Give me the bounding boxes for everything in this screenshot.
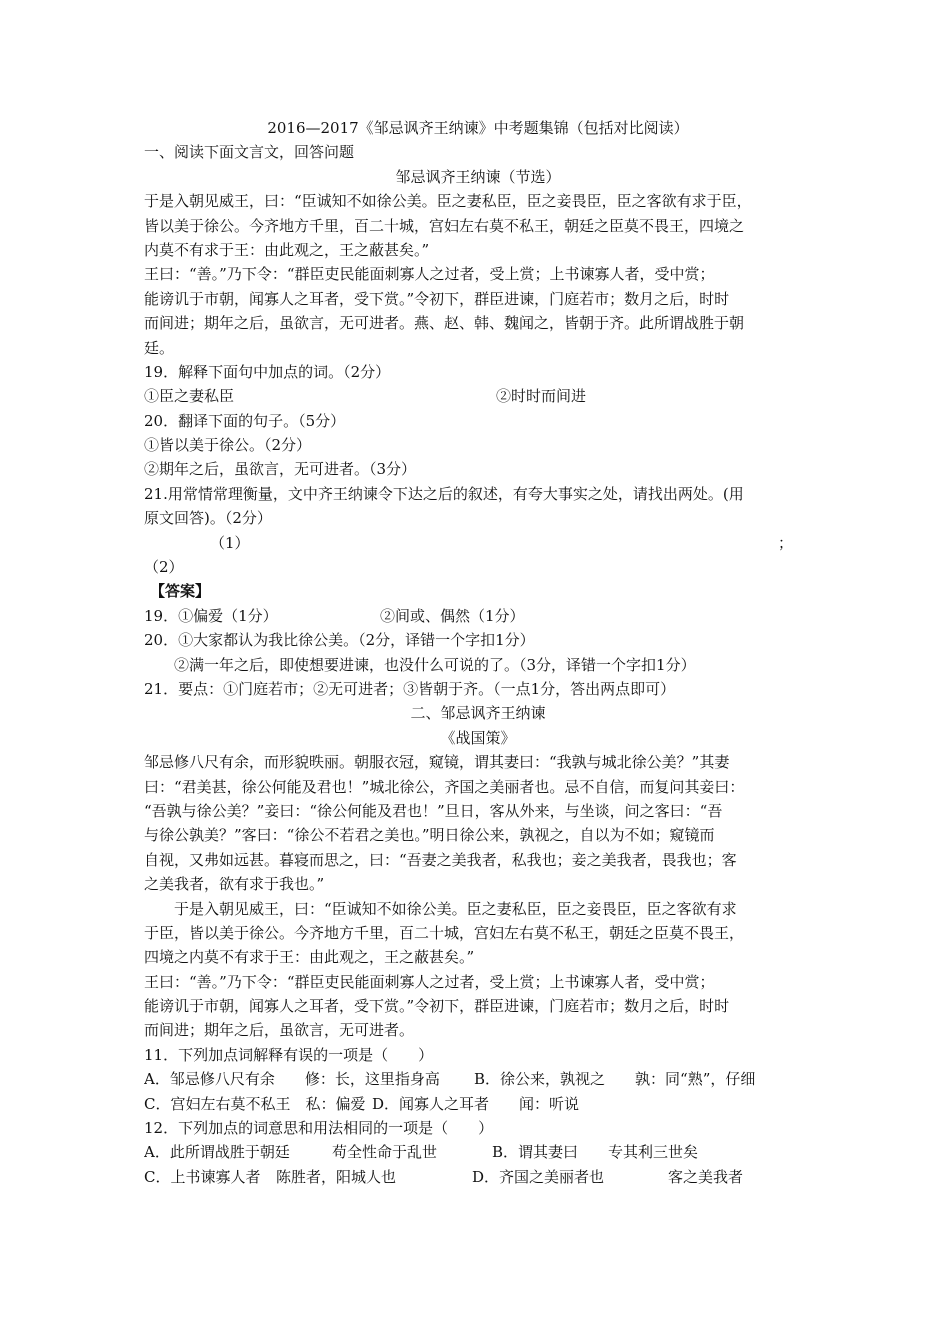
passage-line: 皆以美于徐公。今齐地方千里，百二十城，宫妇左右莫不私王，朝廷之臣莫不畏王，四境之: [144, 216, 745, 235]
question-19: 19．解释下面句中加点的词。（2分）: [144, 362, 391, 381]
answer-blank-1: [144, 531, 812, 555]
section-1-heading: 一、阅读下面文言文，回答问题: [144, 143, 355, 162]
question-20-item-b: ②期年之后，虽欲言，无可进者。（3分）: [144, 460, 417, 479]
passage-line: 于是入朝见威王，曰：“臣诚知不如徐公美。臣之妻私臣，臣之妾畏臣，臣之客欲有求于臣，: [144, 192, 752, 211]
answer-blank-2: （2）: [144, 558, 184, 577]
question-19-item-b: ②时时而间进: [496, 387, 587, 406]
text-title-1: 邹忌讽齐王纳谏（节选）: [395, 167, 561, 186]
passage-line: “吾孰与徐公美？”妾曰：“徐公何能及君也！”旦日，客从外来，与坐谈，问之客曰：“吾: [144, 801, 723, 820]
passage-line: 于臣，皆以美于徐公。今齐地方千里，百二十城，宫妇左右莫不私王，朝廷之臣莫不畏王，: [144, 923, 745, 942]
passage-line: 而间进；期年之后，虽欲言，无可进者。燕、赵、韩、魏闻之，皆朝于齐。此所谓战胜于朝: [144, 314, 745, 333]
question-12-option-c-1: C．上书谏寡人者: [144, 1167, 261, 1186]
question-11-options-cd: [144, 1092, 812, 1116]
question-19-items: [144, 384, 812, 408]
question-11-options-ab: [144, 1067, 812, 1091]
question-11-option-d: D．闻寡人之耳者 闻：听说: [372, 1094, 580, 1113]
question-20-item-a: ①皆以美于徐公。（2分）: [144, 436, 312, 455]
passage-line: 王曰：“善。”乃下令：“群臣吏民能面刺寡人之过者，受上赏；上书谏寡人者，受中赏；: [144, 265, 715, 284]
answer-19-a: 19．①偏爱（1分）: [144, 606, 278, 625]
question-12-option-c-2: 陈胜者，阳城人也: [276, 1167, 397, 1186]
question-21-line-1: 21.用常情常理衡量，文中齐王纳谏令下达之后的叙述，有夸大事实之处，请找出两处。(用: [144, 484, 744, 503]
passage-line: 于是入朝见威王，曰：“臣诚知不如徐公美。臣之妻私臣，臣之妾畏臣，臣之客欲有求: [174, 899, 737, 918]
question-11-option-a: A．邹忌修八尺有余 修：长，这里指身高: [144, 1070, 440, 1089]
passage-line: 自视，又弗如远甚。暮寝而思之，曰：“吾妻之美我者，私我也；妾之美我者，畏我也；客: [144, 850, 737, 869]
passage-line: 能谤讥于市朝，闻寡人之耳者，受下赏。”令初下，群臣进谏，门庭若市；数月之后，时时: [144, 289, 730, 308]
passage-line: 廷。: [144, 338, 175, 357]
question-12-option-a-2: 苟全性命于乱世: [332, 1143, 438, 1162]
answer-20-b: ②满一年之后，即使想要进谏，也没什么可说的了。（3分，译错一个字扣1分）: [174, 655, 696, 674]
passage-line: 曰：“君美甚，徐公何能及君也！”城北徐公，齐国之美丽者也。忌不自信，而复问其妾曰：: [144, 777, 745, 796]
section-2-heading: 二、邹忌讽齐王纳谏: [410, 704, 546, 723]
answer-19-b: ②间或、偶然（1分）: [380, 606, 525, 625]
question-12-options-cd: [144, 1165, 812, 1189]
question-12-options-ab: [144, 1140, 812, 1164]
question-19-item-a: ①臣之妻私臣: [144, 387, 235, 406]
question-12-option-b-1: B．谓其妻曰: [492, 1143, 579, 1162]
document-title: 2016—2017《邹忌讽齐王纳谏》中考题集锦（包括对比阅读）: [267, 119, 689, 137]
answer-21: 21．要点：①门庭若市；②无可进者；③皆朝于齐。（一点1分，答出两点即可）: [144, 679, 676, 698]
question-11: 11．下列加点词解释有误的一项是（ ）: [144, 1045, 434, 1064]
answer-19: [144, 604, 812, 628]
question-12-option-d-2: 客之美我者: [668, 1167, 744, 1186]
question-11-option-b: B．徐公来，孰视之 孰：同“熟”，仔细: [474, 1070, 756, 1089]
question-12: 12．下列加点的词意思和用法相同的一项是（ ）: [144, 1119, 494, 1138]
question-21-line-2: 原文回答)。（2分）: [144, 509, 272, 528]
document-content: [144, 116, 812, 1189]
passage-line: 邹忌修八尺有余，而形貌昳丽。朝服衣冠，窥镜，谓其妻曰：“我孰与城北徐公美？”其妻: [144, 753, 730, 772]
question-12-option-d-1: D．齐国之美丽者也: [472, 1167, 605, 1186]
blank-1-label: （1）: [210, 533, 250, 552]
question-12-option-b-2: 专其利三世矣: [608, 1143, 699, 1162]
passage-line: 与徐公孰美？”客曰：“徐公不若君之美也。”明日徐公来，孰视之，自以为不如；窥镜而: [144, 826, 715, 845]
question-11-option-c: C．宫妇左右莫不私王 私：偏爱: [144, 1094, 366, 1113]
passage-1: [144, 189, 812, 360]
answer-label: 【答案】: [150, 582, 211, 601]
question-12-option-a-1: A．此所谓战胜于朝廷: [144, 1143, 290, 1162]
passage-line: 内莫不有求于王：由此观之，王之蔽甚矣。”: [144, 240, 430, 259]
passage-line: 之美我者，欲有求于我也。”: [144, 875, 325, 894]
blank-semicolon: ；: [778, 533, 794, 552]
passage-line: 四境之内莫不有求于王：由此观之，王之蔽甚矣。”: [144, 948, 475, 967]
section-2-source: 《战国策》: [440, 728, 516, 747]
passage-line: 而间进；期年之后，虽欲言，无可进者。: [144, 1021, 415, 1040]
passage-line: 能谤讥于市朝，闻寡人之耳者，受下赏。”令初下，群臣进谏，门庭若市；数月之后，时时: [144, 997, 730, 1016]
question-20: 20．翻译下面的句子。（5分）: [144, 411, 346, 430]
answer-20-a: 20．①大家都认为我比徐公美。（2分，译错一个字扣1分）: [144, 631, 535, 650]
passage-2: [144, 750, 812, 1043]
passage-line: 王曰：“善。”乃下令：“群臣吏民能面刺寡人之过者，受上赏；上书谏寡人者，受中赏；: [144, 972, 715, 991]
